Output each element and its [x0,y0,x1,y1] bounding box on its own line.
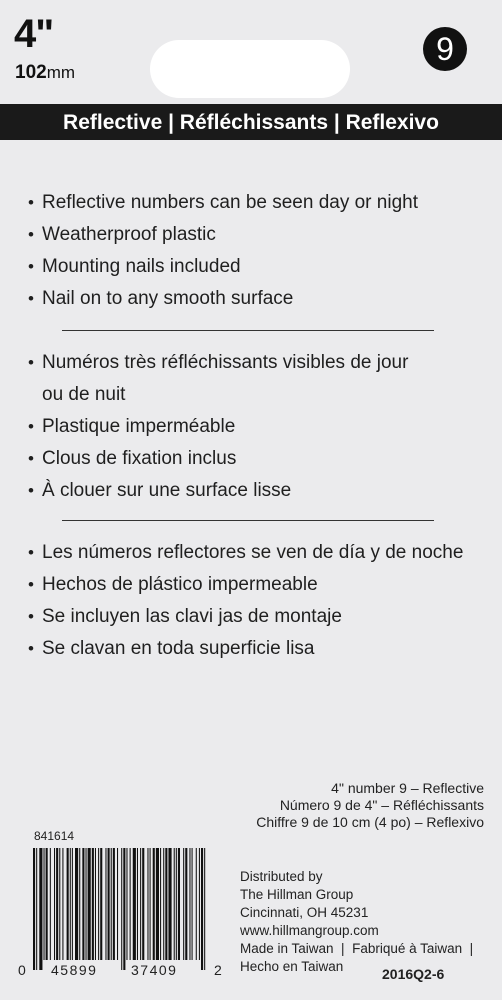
feature-text: Mounting nails included [42,256,241,277]
bullet-icon: • [28,481,34,500]
bullet-icon: • [28,575,34,594]
distributor-line: Made in Taiwan | Fabriqué à Taiwan | [240,941,474,956]
list-item [28,411,408,443]
barcode-left-digit: 0 [18,962,26,978]
list-item [28,569,463,601]
hang-hole [150,40,350,98]
product-description [256,780,484,831]
description-en: 4" number 9 – Reflective [331,780,484,796]
description-fr: Chiffre 9 de 10 cm (4 po) – Reflexivo [256,814,484,830]
list-item [28,347,408,379]
bullet-icon: • [28,289,34,308]
list-item [28,187,418,219]
bullet-icon: • [28,225,34,244]
distributor-line: The Hillman Group [240,887,354,902]
list-item [28,633,463,665]
size-mm-value: 102 [15,62,47,83]
list-item [28,475,408,507]
distributor-line: Distributed by [240,869,323,884]
number-badge: 9 [423,27,467,71]
barcode-image [32,848,208,970]
distributor-line: Cincinnati, OH 45231 [240,905,369,920]
bullet-icon: • [28,193,34,212]
list-item [28,601,463,633]
title-band: Reflective | Réfléchissants | Reflexivo [0,104,502,140]
size-mm-unit: mm [46,63,76,82]
size-inches: 4" [14,12,54,56]
feature-text: ou de nuit [42,384,126,405]
feature-text: Weatherproof plastic [42,224,216,245]
list-item [28,219,418,251]
section-divider [62,330,434,331]
list-item [28,443,408,475]
feature-text: Numéros très réfléchissants visibles de jour [42,352,409,373]
bullet-icon: • [28,257,34,276]
barcode-group-1: 45899 [48,962,100,978]
french-features [28,347,408,507]
feature-text: Clous de fixation inclus [42,448,237,469]
barcode-group-2: 37409 [128,962,180,978]
feature-text: Se incluyen las clavi jas de montaje [42,606,342,627]
english-features [28,187,418,315]
list-item [28,537,463,569]
feature-text: Plastique imperméable [42,416,236,437]
distributor-line: Hecho en Taiwan [240,959,344,974]
feature-text: Se clavan en toda superficie lisa [42,638,315,659]
description-es: Número 9 de 4" – Réfléchissants [279,797,484,813]
sku-number: 841614 [34,829,75,843]
bullet-icon: • [28,449,34,468]
feature-text: Hechos de plástico impermeable [42,574,318,595]
feature-text: Les números reflectores se ven de día y de noche [42,542,464,563]
distributor-info [240,868,473,976]
feature-text: Reflective numbers can be seen day or night [42,192,418,213]
print-code: 2016Q2-6 [382,966,445,982]
bullet-icon: • [28,417,34,436]
list-item [28,251,418,283]
bullet-icon: • [28,639,34,658]
list-item-continuation [28,379,408,411]
bullet-icon: • [28,353,34,372]
bullet-icon: • [28,543,34,562]
list-item [28,283,418,315]
feature-text: Nail on to any smooth surface [42,288,294,309]
bullet-icon: • [28,607,34,626]
size-millimeters [15,62,75,84]
distributor-line: www.hillmangroup.com [240,923,379,938]
section-divider [62,520,434,521]
feature-text: À clouer sur une surface lisse [42,480,292,501]
barcode-right-digit: 2 [214,962,222,978]
spanish-features [28,537,463,665]
